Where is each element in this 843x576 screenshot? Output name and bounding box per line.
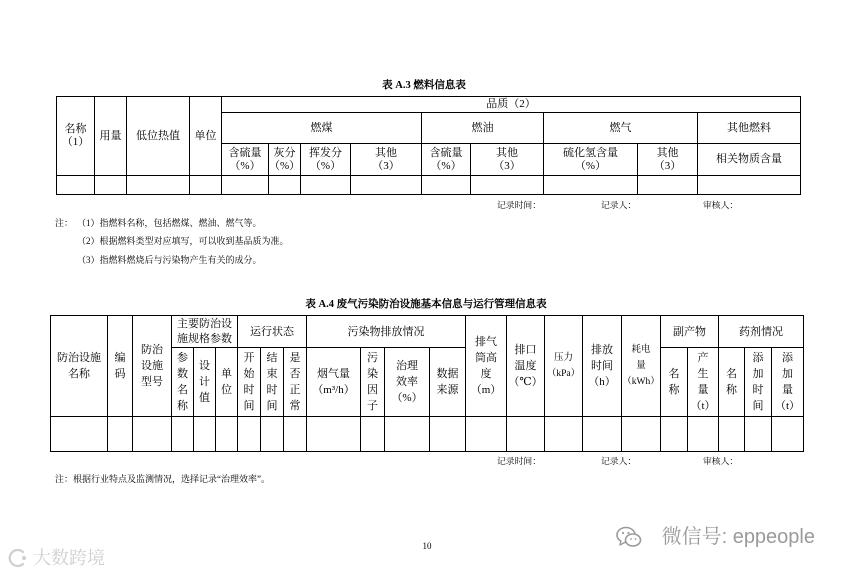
wechat-icon: [616, 525, 642, 549]
table-cell: [698, 176, 801, 195]
flue-gas-volume-header: 烟气量 （m³/h）: [307, 348, 361, 417]
table-a3-title: 表 A.3 燃料信息表: [382, 80, 466, 91]
coal-volatile-header: 挥发分 （%）: [301, 144, 351, 176]
byproduct-amount-header: 产 生 量 （t）: [688, 348, 719, 417]
table-cell: [172, 417, 194, 452]
note-item: （3）指燃料燃烧后与污染物产生有关的成分。: [77, 255, 262, 265]
is-normal-header: 是 否 正 常: [284, 348, 307, 417]
coal-header: 燃煤: [222, 113, 422, 144]
table-cell: [466, 417, 507, 452]
table-cell: [507, 417, 545, 452]
related-substance-header: 相关物质含量: [698, 144, 801, 176]
power-consumption-header: 耗电 量 （kWh）: [622, 316, 661, 417]
run-status-header: 运行状态: [238, 316, 307, 348]
brand-watermark: 大数跨境: [33, 548, 105, 568]
end-time-header: 结 束 时 间: [261, 348, 284, 417]
table-row: [51, 417, 804, 452]
byproduct-name-header: 名 称: [661, 348, 688, 417]
emission-control-table: [50, 315, 804, 452]
design-value-header: 设 计 值: [194, 348, 216, 417]
table-cell: [216, 417, 238, 452]
unit-header: 单位: [190, 97, 222, 176]
table-cell: [133, 417, 172, 452]
table-cell: [57, 176, 95, 195]
table-cell: [745, 417, 772, 452]
reagent-header: 药剂情况: [719, 316, 804, 348]
gas-other-header: 其他 （3）: [638, 144, 698, 176]
coal-other-header: 其他 （3）: [351, 144, 422, 176]
table-cell: [222, 176, 269, 195]
reagent-name-header: 名 称: [719, 348, 745, 417]
table-cell: [127, 176, 190, 195]
fuel-info-table: [56, 96, 801, 195]
table-cell: [638, 176, 698, 195]
record-time-label: 记录时间：: [497, 456, 541, 466]
table-a4-title: 表 A.4 废气污染防治设施基本信息与运行管理信息表: [305, 299, 547, 310]
low-heat-value-header: 低位热值: [127, 97, 190, 176]
table-cell: [194, 417, 216, 452]
fuel-header-row: [57, 97, 801, 113]
note-prefix: 注：: [55, 218, 74, 228]
wechat-watermark: 微信号: eppeople: [661, 526, 815, 548]
code-header: 编 码: [108, 316, 133, 417]
table-cell: [51, 417, 108, 452]
table-cell: [190, 176, 222, 195]
emission-header-row: [51, 316, 804, 348]
spec-params-header: 主要防治设 施规格参数: [172, 316, 238, 348]
table-cell: [284, 417, 307, 452]
table-cell: [301, 176, 351, 195]
table-cell: [238, 417, 261, 452]
table-cell: [471, 176, 544, 195]
oil-other-header: 其他 （3）: [471, 144, 544, 176]
gas-h2s-header: 硫化氢含量 （%）: [544, 144, 638, 176]
reviewer-label: 审核人：: [703, 456, 739, 466]
other-fuel-header: 其他燃料: [698, 113, 801, 144]
note-item: （1）指燃料名称，包括燃煤、燃油、燃气等。: [77, 218, 262, 228]
page-number: 10: [422, 541, 432, 551]
stack-height-header: 排气 筒高 度 （m）: [466, 316, 507, 417]
oil-sulfur-header: 含硫量 （%）: [422, 144, 471, 176]
reagent-time-header: 添 加 时 间: [745, 348, 772, 417]
table-cell: [622, 417, 661, 452]
recorder-label: 记录人：: [601, 456, 637, 466]
reagent-amount-header: 添 加 量 （t）: [772, 348, 804, 417]
gas-header: 燃气: [544, 113, 698, 144]
table-cell: [430, 417, 466, 452]
emission-time-header: 排放 时间 （h）: [583, 316, 622, 417]
table-cell: [661, 417, 688, 452]
brand-logo-icon: [8, 548, 30, 568]
table-cell: [307, 417, 361, 452]
byproduct-header: 副产物: [661, 316, 719, 348]
table-cell: [361, 417, 385, 452]
table-cell: [108, 417, 133, 452]
table-cell: [351, 176, 422, 195]
table-cell: [261, 417, 284, 452]
fuel-amount-header: 用量: [95, 97, 127, 176]
pressure-header: 压力 （kPa）: [545, 316, 583, 417]
start-time-header: 开 始 时 间: [238, 348, 261, 417]
table-cell: [545, 417, 583, 452]
data-source-header: 数据 来源: [430, 348, 466, 417]
facility-model-header: 防治 设施 型号: [133, 316, 172, 417]
table-cell: [95, 176, 127, 195]
table-cell: [772, 417, 804, 452]
table-cell: [544, 176, 638, 195]
coal-ash-header: 灰分 （%）: [269, 144, 301, 176]
table-cell: [385, 417, 430, 452]
param-unit-header: 单 位: [216, 348, 238, 417]
quality-header: 品质（2）: [222, 97, 801, 113]
table-cell: [583, 417, 622, 452]
facility-name-header: 防治设施 名称: [51, 316, 108, 417]
note-item: （2）根据燃料类型对应填写，可以收到基品质为准。: [77, 236, 289, 246]
treatment-efficiency-header: 治理 效率 （%）: [385, 348, 430, 417]
table-cell: [719, 417, 745, 452]
reviewer-label: 审核人：: [703, 200, 739, 210]
table-cell: [269, 176, 301, 195]
oil-header: 燃油: [422, 113, 544, 144]
recorder-label: 记录人：: [601, 200, 637, 210]
table-a4-note: 注：根据行业特点及监测情况，选择记录“治理效率”。: [55, 474, 270, 484]
fuel-name-header: 名称 （1）: [57, 97, 95, 176]
table-cell: [688, 417, 719, 452]
emission-header: 污染物排放情况: [307, 316, 466, 348]
coal-sulfur-header: 含硫量 （%）: [222, 144, 269, 176]
pollutant-factor-header: 污 染 因 子: [361, 348, 385, 417]
table-row: [57, 176, 801, 195]
outlet-temperature-header: 排口 温度 （℃）: [507, 316, 545, 417]
param-name-header: 参 数 名 称: [172, 348, 194, 417]
table-cell: [422, 176, 471, 195]
record-time-label: 记录时间：: [497, 200, 541, 210]
